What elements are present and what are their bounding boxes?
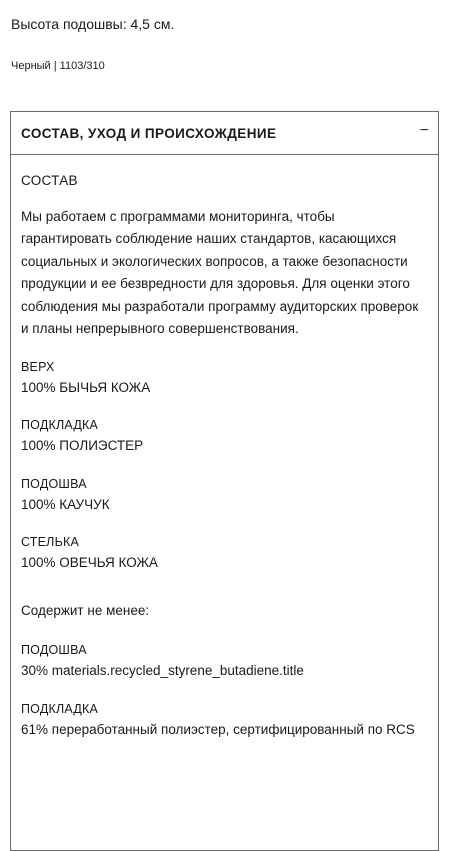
color-sku-text: Черный | 1103/310 bbox=[11, 60, 105, 72]
sole-height-text: Высота подошвы: 4,5 см. bbox=[11, 16, 175, 32]
material-value: 100% ПОЛИЭСТЕР bbox=[21, 438, 144, 453]
minimum-content-note: Содержит не менее: bbox=[21, 602, 150, 618]
material-label: ПОДОШВА bbox=[21, 476, 87, 491]
material-sole bbox=[21, 474, 428, 517]
material-lining bbox=[21, 415, 428, 458]
material-label: ПОДОШВА bbox=[21, 643, 87, 657]
composition-accordion bbox=[10, 111, 439, 851]
material-upper bbox=[21, 357, 428, 400]
material-label: ПОДКЛАДКА bbox=[21, 418, 99, 432]
composition-section-title: СОСТАВ bbox=[21, 173, 78, 188]
material-value: 100% БЫЧЬЯ КОЖА bbox=[21, 379, 151, 395]
accordion-title: СОСТАВ, УХОД И ПРОИСХОЖДЕНИЕ bbox=[21, 126, 277, 141]
composition-accordion-header[interactable] bbox=[11, 112, 438, 155]
material-label: ВЕРХ bbox=[21, 359, 55, 374]
material-label: ПОДКЛАДКА bbox=[21, 701, 99, 716]
accordion-content bbox=[11, 155, 438, 741]
monitoring-intro-text: Мы работаем с программами мониторинга, чтобы гарантировать соблюдение наших стандартов, касающихся социальных и экологических вопросов, а также безопасности продукции и ее безвредности для здоровья. Для оценки этого соблюдения мы разработали программу аудиторских проверок и планы непрерывного совершенствования. bbox=[21, 208, 419, 336]
min-material-sole bbox=[21, 640, 428, 683]
minus-icon[interactable]: − bbox=[419, 122, 429, 139]
material-value: 30% materials.recycled_styrene_butadiene.title bbox=[21, 663, 304, 678]
material-value: 61% переработанный полиэстер, сертифицированный по RCS bbox=[21, 721, 415, 737]
material-value: 100% КАУЧУК bbox=[21, 496, 110, 512]
material-insole bbox=[21, 532, 428, 575]
material-label: СТЕЛЬКА bbox=[21, 535, 80, 549]
material-value: 100% ОВЕЧЬЯ КОЖА bbox=[21, 555, 158, 570]
min-material-lining bbox=[21, 699, 428, 742]
